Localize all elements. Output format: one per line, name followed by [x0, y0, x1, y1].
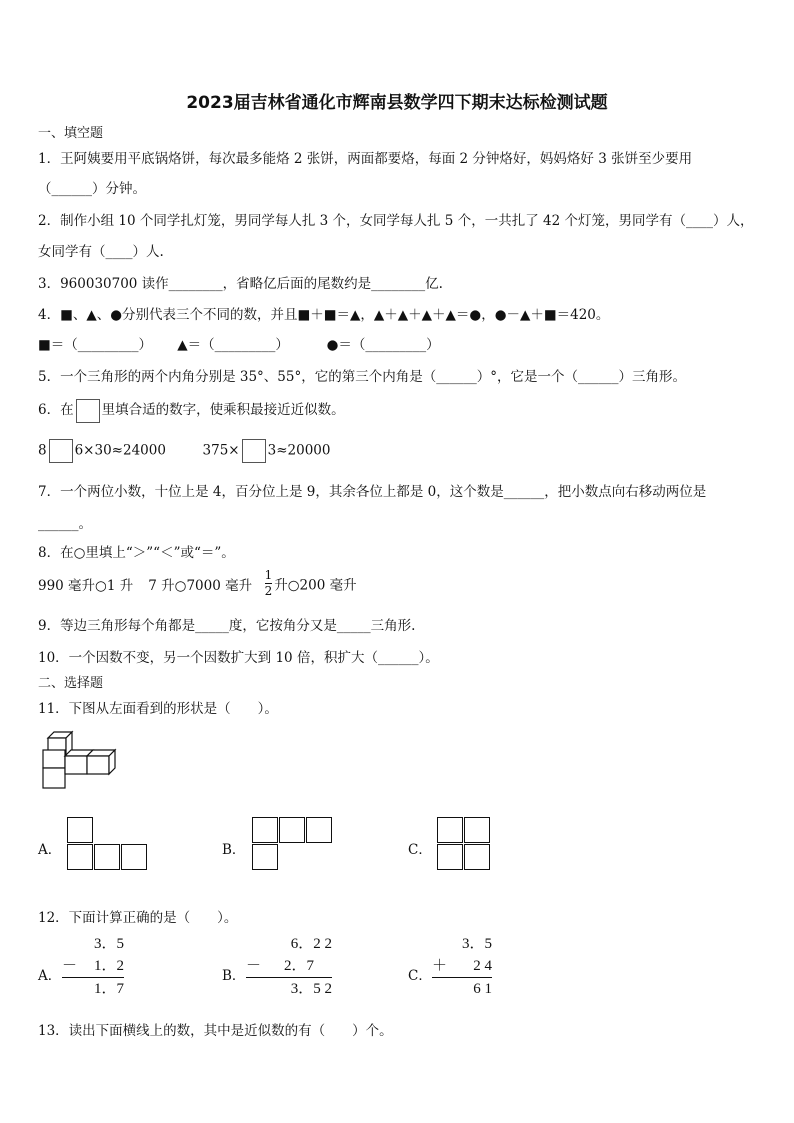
q4-square-answer: ■＝（_________） — [38, 337, 153, 353]
section-fill-blank-heading: 一、填空题 — [38, 126, 104, 141]
calc-middle: － 1．2 — [62, 958, 124, 974]
question-8-line-2 — [38, 568, 357, 599]
q8-compare-3: 升○200 毫升 — [274, 577, 357, 594]
q12-option-b-calc — [246, 933, 332, 1000]
page-title: 2023届吉林省通化市辉南县数学四下期末达标检测试题 — [186, 93, 608, 113]
calc-result: 6 1 — [432, 977, 492, 1000]
question-1-line-1: 1．王阿姨要用平底锅烙饼，每次最多能烙 2 张饼，两面都要烙，每面 2 分钟烙好，妈妈烙好 3 张饼至少要用 — [38, 151, 693, 167]
question-11: 11．下图从左面看到的形状是（ ）。 — [38, 701, 278, 717]
q6-prefix: 6．在 — [38, 402, 74, 418]
q11-option-b-label[interactable]: B． — [222, 842, 246, 858]
question-12: 12．下面计算正确的是（ ）。 — [38, 910, 238, 926]
question-13: 13．读出下面横线上的数，其中是近似数的有（ ）个。 — [38, 1023, 393, 1039]
question-7-line-1: 7．一个两位小数，十位上是 4，百分位上是 9，其余各位上都是 0，这个数是______，把小数点向右移动两位是 — [38, 484, 707, 500]
calc-top: 3．5 — [93, 936, 124, 952]
q11-option-c-label[interactable]: C． — [408, 842, 432, 858]
q6-instruction: 里填合适的数字，使乘积最接近近似数。 — [101, 402, 345, 418]
question-3: 3．960030700 读作________，省略亿后面的尾数约是________亿. — [38, 276, 443, 292]
question-6-line-1 — [38, 398, 345, 423]
calc-middle: ＋ 2 4 — [432, 958, 492, 974]
q12-option-a-label[interactable]: A． — [38, 968, 62, 984]
question-2-line-2: 女同学有（____）人. — [38, 244, 164, 260]
q6-expr2-suffix: 3≈20000 — [267, 442, 331, 459]
fraction-denominator: 2 — [264, 584, 273, 598]
calc-result: 1．7 — [62, 977, 124, 1000]
question-7-line-2: ______。 — [38, 516, 92, 532]
question-1-line-2: （______）分钟。 — [38, 181, 146, 197]
question-2-line-1: 2．制作小组 10 个同学扎灯笼，男同学每人扎 3 个，女同学每人扎 5 个，一共扎了 42 个灯笼，男同学有（____）人， — [38, 213, 754, 229]
calc-top: 3．5 — [461, 936, 492, 952]
calc-top: 6．2 2 — [290, 936, 332, 952]
question-4-line-1: 4．■、▲、●分别代表三个不同的数，并且■＋■＝▲，▲＋▲＋▲＋▲＝●，●－▲＋■＝420。 — [38, 307, 610, 323]
q6-expr1-suffix: 6×30≈24000 — [74, 442, 166, 459]
q11-option-a-label[interactable]: A． — [38, 842, 62, 858]
question-9: 9．等边三角形每个角都是_____度，它按角分又是_____三角形. — [38, 618, 416, 634]
question-5: 5．一个三角形的两个内角分别是 35°、55°，它的第三个内角是（______）°，它是一个（______）三角形。 — [38, 369, 686, 385]
blank-box — [242, 439, 266, 463]
q12-option-c-calc — [432, 933, 492, 1000]
question-6-line-2 — [38, 439, 330, 463]
question-10: 10．一个因数不变，另一个因数扩大到 10 倍，积扩大（______）。 — [38, 650, 439, 666]
blank-box — [76, 399, 100, 423]
question-4-answers — [38, 333, 440, 353]
q12-option-a-calc — [62, 933, 124, 1000]
q4-circle-answer: ●＝（_________） — [326, 337, 440, 353]
q4-triangle-answer: ▲＝（_________） — [177, 337, 289, 353]
q6-expr1-prefix: 8 — [38, 442, 47, 459]
q12-option-b-label[interactable]: B． — [222, 968, 246, 984]
q8-fraction — [265, 568, 273, 599]
calc-middle: － 2．7 — [246, 958, 314, 974]
blank-box — [49, 439, 73, 463]
calc-result: 3．5 2 — [246, 977, 332, 1000]
q8-compare-2: 7 升○7000 毫升 — [148, 577, 253, 594]
q12-option-c-label[interactable]: C． — [408, 968, 432, 984]
section-choice-heading: 二、选择题 — [38, 676, 104, 691]
question-8-line-1: 8．在○里填上“＞”“＜”或“＝”。 — [38, 545, 235, 561]
q8-compare-1: 990 毫升○1 升 — [38, 577, 134, 594]
fraction-numerator: 1 — [264, 568, 273, 582]
q6-expr2-prefix: 375× — [202, 442, 240, 459]
cube-stack-figure — [40, 730, 120, 792]
